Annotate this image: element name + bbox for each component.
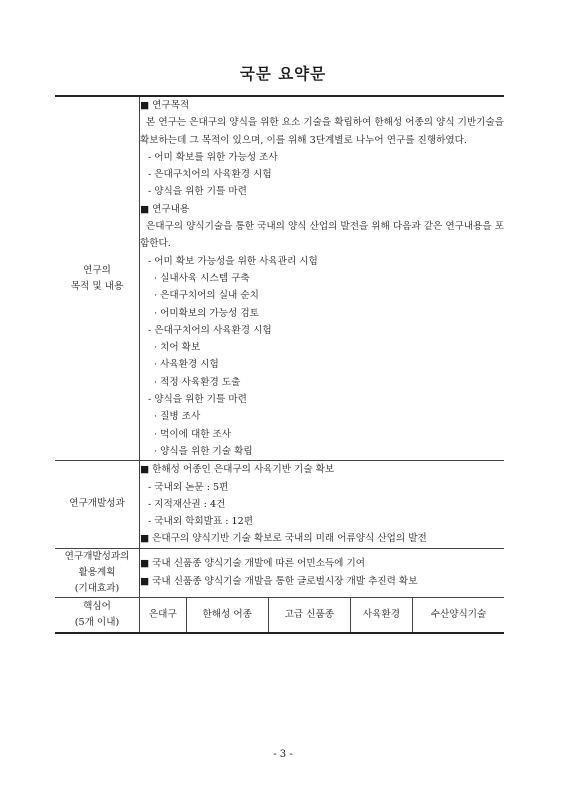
label-line: 연구개발성과 [69, 498, 125, 510]
list-item: - 어미 확보를 위한 가능성 조사 [148, 151, 278, 163]
row-label-purpose [55, 96, 140, 461]
list-item: - 은대구치어의 사육환경 시험 [148, 324, 272, 336]
row-label-plan [55, 548, 140, 597]
keyword-cell: 은대구 [148, 609, 177, 621]
keyword-cell: 사육환경 [350, 598, 412, 632]
keyword-table [140, 598, 504, 632]
table-row-plan [55, 548, 504, 597]
list-item: · 어미확보의 가능성 검토 [154, 307, 259, 319]
label-line: (5개 이내) [74, 616, 120, 628]
summary-table [55, 95, 504, 634]
label-line: 연구개발성과의 [64, 550, 130, 562]
list-item: ■ 국내 신품종 양식기술 개발에 따른 어민소득에 기여 [140, 558, 366, 570]
row-content-keywords [140, 597, 505, 633]
list-item: · 질병 조사 [154, 411, 201, 423]
label-line: 핵심어 [83, 600, 111, 612]
list-item: ■ 한해성 어종인 은대구의 사육기반 기술 확보 [140, 464, 335, 476]
paragraph-text: 은대구의 양식기술을 통한 국내의 양식 산업의 발전을 위해 다음과 같은 연구내용을 포함한다. [140, 221, 504, 250]
page-title: 국문 요약문 [239, 65, 327, 83]
list-item: - 지적재산권 : 4건 [148, 498, 226, 510]
list-item: · 적정 사육환경 도출 [154, 376, 241, 388]
label-line: (기대효과) [74, 582, 120, 594]
row-label-results [55, 461, 140, 548]
label-line: 연구의 [83, 264, 111, 276]
list-item: · 먹이에 대한 조사 [154, 428, 232, 440]
keyword-cell: 수산양식기술 [412, 598, 504, 632]
row-content-plan [140, 548, 505, 597]
list-item: - 양식을 위한 기틀 마련 [148, 394, 247, 406]
list-item: · 치어 확보 [154, 342, 201, 354]
row-content-results [140, 461, 505, 548]
keyword-cell: 한해성 어종 [186, 598, 268, 632]
table-row-results [55, 461, 504, 548]
list-item: · 양식을 위한 기술 확립 [154, 445, 253, 457]
list-item: ■ 연구내용 [140, 203, 190, 215]
table-row-purpose [55, 96, 504, 461]
label-line: 활용계획 [78, 566, 116, 578]
list-item: · 은대구치어의 실내 순치 [154, 290, 259, 302]
list-item: ■ 연구목적 [140, 100, 190, 111]
list-item: ■ 은대구의 양식기반 기술 확보로 국내의 미래 어류양식 산업의 발전 [140, 533, 427, 545]
paragraph-text: 본 연구는 은대구의 양식을 위한 요소 기술을 확립하여 한해성 어종의 양식 기반기술을 확보하는데 그 목적이 있으며, 이를 위해 3단계별로 나누어 연구를 진행하였다. [140, 117, 504, 146]
list-item: - 은대구치어의 사육환경 시험 [148, 169, 272, 181]
row-content-purpose [140, 96, 505, 461]
list-item: - 국내외 논문 : 5편 [148, 481, 229, 493]
page-number: - 3 - [273, 749, 293, 760]
table-row-keywords [55, 597, 504, 633]
keyword-cell: 고급 신품종 [268, 598, 350, 632]
list-item: - 양식을 위한 기틀 마련 [148, 186, 247, 198]
list-item: - 국내외 학회발표 : 12편 [148, 516, 254, 528]
list-item: ■ 국내 신품종 양식기술 개발을 통한 글로벌시장 개발 추진력 확보 [140, 575, 418, 587]
list-item: - 어미 확보 가능성을 위한 사육관리 시험 [148, 255, 318, 267]
list-item: · 실내사육 시스템 구축 [154, 272, 250, 284]
row-label-keywords [55, 597, 140, 633]
label-line: 목적 및 내용 [70, 280, 124, 292]
list-item: · 사육환경 시험 [154, 359, 219, 371]
